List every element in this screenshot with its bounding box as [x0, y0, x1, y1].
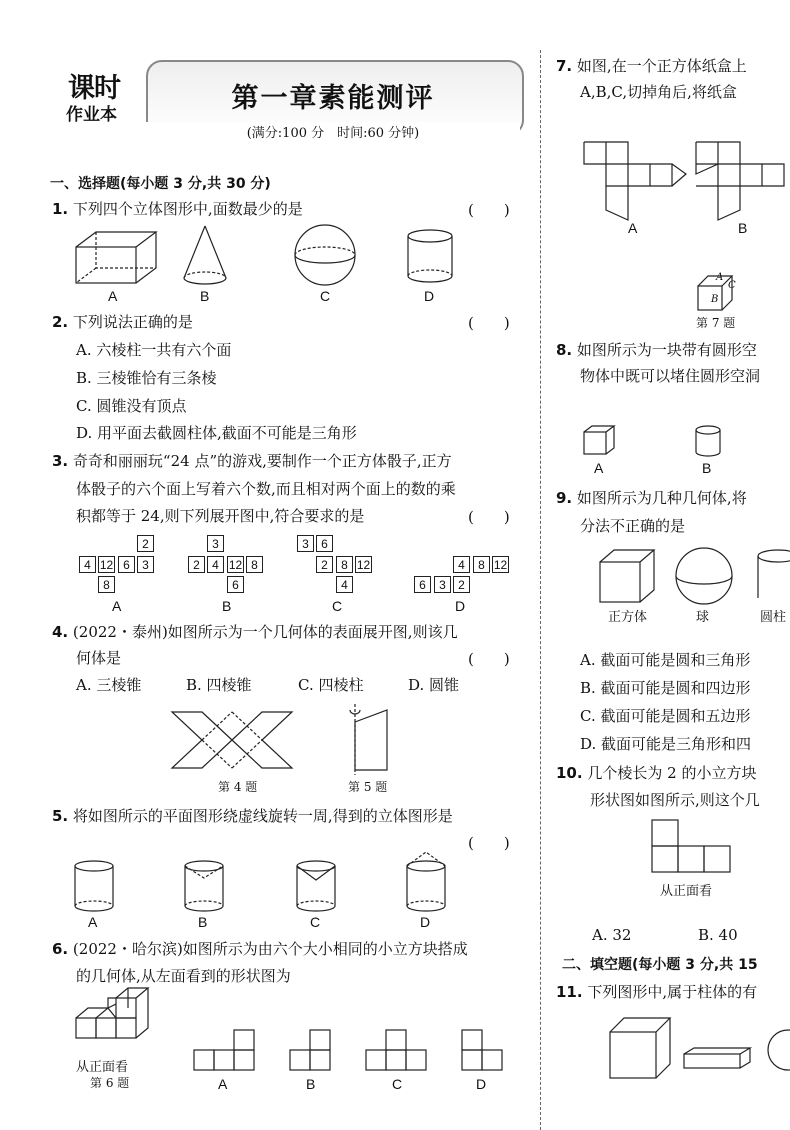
- q6-text-1: (2022・哈尔滨)如图所示为由六个大小相同的小立方块搭成: [72, 940, 468, 958]
- net-b-cell: 12: [228, 558, 243, 572]
- q4-option-b: B. 四棱锥: [186, 676, 252, 694]
- q6-label-a: A: [218, 1076, 228, 1092]
- net-c-cell: 3: [297, 535, 314, 552]
- q9-number: 9.: [556, 489, 573, 507]
- q6-text-2: 的几何体,从左面看到的形状图为: [76, 967, 291, 985]
- q11-number: 11.: [556, 983, 583, 1001]
- net-a-cell: 8: [98, 576, 115, 593]
- q10-number: 10.: [556, 764, 583, 782]
- q4-option-a: A. 三棱锥: [76, 676, 142, 694]
- q3-text-1: 奇奇和丽丽玩“24 点”的游戏,要制作一个正方体骰子,正方: [72, 452, 452, 470]
- q7-number: 7.: [556, 57, 573, 75]
- q9-shape-cylinder: 圆柱: [760, 610, 787, 625]
- q9-text-2: 分法不正确的是: [580, 517, 686, 535]
- net-c-cell: 8: [336, 556, 353, 573]
- q6-label-b: B: [306, 1076, 316, 1092]
- q7-label-b: B: [738, 220, 748, 236]
- q1-label-a: A: [108, 288, 118, 304]
- net-a-cell: 6: [118, 556, 135, 573]
- q9-shape-sphere: 球: [696, 610, 710, 625]
- q3-label-a: A: [112, 598, 122, 614]
- q2-number: 2.: [52, 313, 69, 331]
- q3-label-c: C: [332, 598, 343, 614]
- q3-text-2: 体骰子的六个面上写着六个数,而且相对两个面上的数的乘: [76, 480, 456, 498]
- q9-option-d: D. 截面可能是三角形和四: [580, 735, 752, 753]
- net-b-cell: 8: [246, 556, 263, 573]
- q6-option-b: [290, 1030, 330, 1070]
- q6-number: 6.: [52, 940, 69, 958]
- q7-label-a: A: [628, 220, 638, 236]
- q5-label-b: B: [198, 914, 208, 930]
- page-title: 第一章素能测评: [231, 83, 435, 114]
- q3-answer-blank[interactable]: ( ): [468, 508, 510, 526]
- q1-answer-blank[interactable]: ( ): [468, 201, 510, 219]
- q5-answer-blank[interactable]: ( ): [468, 834, 510, 852]
- net-d-cell: 8: [473, 556, 490, 573]
- net-a-cell: 4: [79, 556, 96, 573]
- q5-label-c: C: [310, 914, 321, 930]
- net-d-cell: 6: [414, 576, 431, 593]
- q11-text: 下列图形中,属于柱体的有: [587, 983, 758, 1001]
- q6-view-label: 从正面看: [76, 1060, 129, 1075]
- q5-caption: 第 5 题: [348, 780, 388, 794]
- net-a-cell: 3: [137, 556, 154, 573]
- q8-label-b: B: [702, 460, 712, 476]
- q5-label-d: D: [420, 914, 431, 930]
- net-b-cell: 6: [227, 576, 244, 593]
- q6-option-d: [462, 1030, 502, 1070]
- net-c-cell: 6: [316, 535, 333, 552]
- q6-option-c: [366, 1030, 426, 1070]
- q1-number: 1.: [52, 200, 69, 218]
- q7-text-1: 如图,在一个正方体纸盒上: [576, 57, 747, 75]
- q10-view-label: 从正面看: [660, 884, 713, 899]
- net-d-cell: 3: [434, 576, 451, 593]
- q4-answer-blank[interactable]: ( ): [468, 650, 510, 668]
- q2-answer-blank[interactable]: ( ): [468, 314, 510, 332]
- q5-label-a: A: [88, 914, 98, 930]
- net-a-cell: 2: [137, 535, 154, 552]
- q1-label-d: D: [424, 288, 435, 304]
- q9-option-c: C. 截面可能是圆和五边形: [580, 707, 751, 725]
- q7-corner-c: C: [728, 280, 736, 291]
- q6-label-d: D: [476, 1076, 487, 1092]
- page-subtitle: (满分:100 分 时间:60 分钟): [146, 122, 520, 141]
- net-c-cell: 4: [336, 576, 353, 593]
- q2-option-a: A. 六棱柱一共有六个面: [76, 341, 232, 359]
- q8-number: 8.: [556, 341, 573, 359]
- q6-caption: 第 6 题: [90, 1076, 130, 1090]
- q7-text-2: A,B,C,切掉角后,将纸盒: [580, 83, 737, 101]
- q3-label-b: B: [222, 598, 232, 614]
- q10-option-a: A. 32: [592, 926, 632, 944]
- q7-corner-a: A: [716, 272, 724, 283]
- right-column: [556, 50, 790, 1127]
- logo-small-text: 作业本: [66, 105, 117, 125]
- q11-figures: [556, 50, 790, 1127]
- q6-stack: [76, 988, 148, 1038]
- q9-option-a: A. 截面可能是圆和三角形: [580, 651, 751, 669]
- net-d-cell: 4: [453, 556, 470, 573]
- q2-text: 下列说法正确的是: [72, 313, 193, 331]
- q1-label-b: B: [200, 288, 210, 304]
- q3-text-3: 积都等于 24,则下列展开图中,符合要求的是: [76, 507, 365, 525]
- q6-label-c: C: [392, 1076, 403, 1092]
- net-a-cell: 12: [99, 558, 114, 572]
- q2-option-d: D. 用平面去截圆柱体,截面不可能是三角形: [76, 424, 357, 442]
- q9-shape-cube: 正方体: [608, 610, 648, 625]
- q4-option-c: C. 四棱柱: [298, 676, 364, 694]
- q4-text-1: (2022・泰州)如图所示为一个几何体的表面展开图,则该几: [72, 623, 458, 641]
- net-d-cell: 2: [453, 576, 470, 593]
- net-b-cell: 2: [188, 556, 205, 573]
- q4-text-2: 何体是: [76, 649, 122, 667]
- q6-option-a: [194, 1030, 254, 1070]
- q1-label-c: C: [320, 288, 331, 304]
- q5-number: 5.: [52, 807, 69, 825]
- q10-option-b: B. 40: [698, 926, 738, 944]
- q9-text-1: 如图所示为几种几何体,将: [576, 489, 747, 507]
- logo-big-text: 课时: [68, 73, 120, 104]
- q8-label-a: A: [594, 460, 604, 476]
- net-c-cell: 2: [316, 556, 333, 573]
- q7-caption: 第 7 题: [696, 316, 736, 330]
- net-b-cell: 4: [207, 556, 224, 573]
- q3-number: 3.: [52, 452, 69, 470]
- q3-label-d: D: [455, 598, 466, 614]
- q2-option-b: B. 三棱锥恰有三条棱: [76, 369, 217, 387]
- net-d-cell: 12: [493, 558, 508, 572]
- section-heading-choice: 一、选择题(每小题 3 分,共 30 分): [50, 176, 271, 192]
- q10-text-2: 形状图如图所示,则这个几: [590, 791, 760, 809]
- net-b-cell: 3: [207, 535, 224, 552]
- net-c-cell: 12: [356, 558, 371, 572]
- q10-text-1: 几个棱长为 2 的小立方块: [587, 764, 757, 782]
- q1-text: 下列四个立体图形中,面数最少的是: [72, 200, 303, 218]
- q9-option-b: B. 截面可能是圆和四边形: [580, 679, 751, 697]
- q4-caption: 第 4 题: [218, 780, 258, 794]
- q7-corner-b: B: [711, 294, 719, 305]
- section-heading-fill: 二、填空题(每小题 3 分,共 15: [562, 957, 758, 973]
- q8-text-2: 物体中既可以堵住圆形空洞: [580, 367, 761, 385]
- q4-option-d: D. 圆锥: [408, 676, 460, 694]
- q8-text-1: 如图所示为一块带有圆形空: [576, 341, 757, 359]
- q2-option-c: C. 圆锥没有顶点: [76, 397, 187, 415]
- q5-text: 将如图所示的平面图形绕虚线旋转一周,得到的立体图形是: [72, 807, 453, 825]
- q4-number: 4.: [52, 623, 69, 641]
